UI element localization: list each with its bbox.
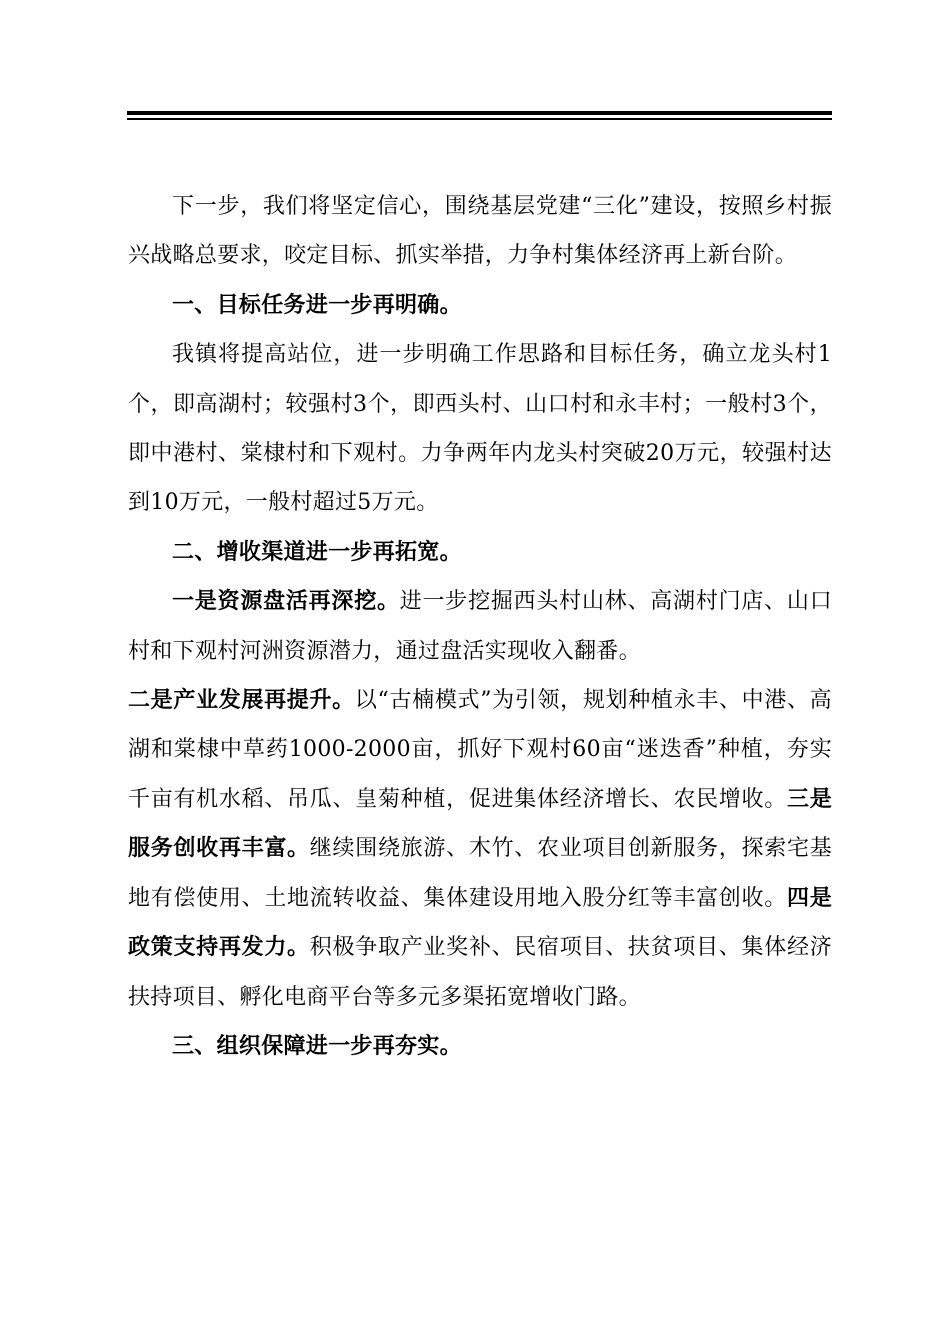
item-2-text: 以“古楠模式”为引领，规划种植永丰、中港、高湖和棠棣中草药1000-2000亩，抓好下观村60亩“迷迭香”种植，夯实千亩有机水稻、吊瓜、皇菊种植，促进集体经济增长、农民增收。 bbox=[128, 688, 832, 812]
item-4-lead: 四是政策支持再发力。 bbox=[128, 884, 832, 961]
item-1-text: 进一步挖掘西头村山林、高湖村门店、山口村和下观村河洲资源潜力，通过盘活实现收入翻番。 bbox=[128, 589, 832, 664]
item-3-text: 继续围绕旅游、木竹、农业项目创新服务，探索宅基地有偿使用、土地流转收益、集体建设用地入股分红等丰富创收。 bbox=[128, 836, 833, 911]
document-body bbox=[128, 182, 832, 1071]
section3-heading: 三、组织保障进一步再夯实。 bbox=[172, 1033, 462, 1059]
section2-item-2 bbox=[128, 676, 832, 1022]
item-4-text: 积极争取产业奖补、民宿项目、扶贫项目、集体经济扶持项目、孵化电商平台等多元多渠拓宽增收门路。 bbox=[128, 935, 833, 1010]
item-1-lead: 一是资源盘活再深挖。 bbox=[172, 588, 400, 615]
header-rule-thick bbox=[127, 111, 832, 115]
item-2-lead: 二是产业发展再提升。 bbox=[128, 687, 355, 714]
section1-body: 我镇将提高站位，进一步明确工作思路和目标任务，确立龙头村1个，即高湖村；较强村3个，即西头村、山口村和永丰村；一般村3个，即中港村、棠棣村和下观村。力争两年内龙头村突破20万元，较强村达到10万元，一般村超过5万元。 bbox=[128, 342, 832, 516]
section2-heading: 二、增收渠道进一步再拓宽。 bbox=[172, 539, 462, 565]
intro-paragraph: 下一步，我们将坚定信心，围绕基层党建“三化”建设，按照乡村振兴战略总要求，咬定目标、抓实举措，力争村集体经济再上新台阶。 bbox=[128, 194, 832, 269]
section1-heading: 一、目标任务进一步再明确。 bbox=[172, 292, 462, 318]
section2-item-1 bbox=[128, 577, 832, 676]
section2-body bbox=[128, 577, 832, 1022]
item-3-lead: 三是服务创收再丰富。 bbox=[128, 785, 832, 862]
header-rule-thin bbox=[127, 118, 832, 120]
